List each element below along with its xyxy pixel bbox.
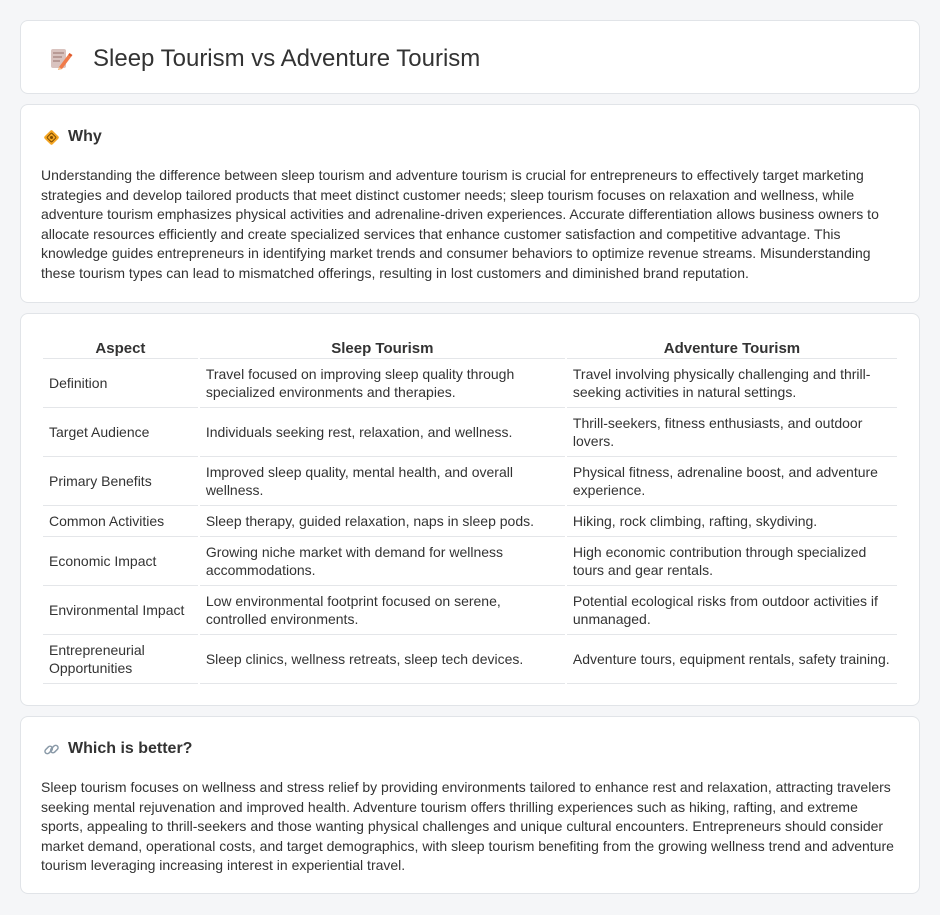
title-row (47, 45, 480, 73)
sleep-cell: Sleep therapy, guided relaxation, naps in sleep pods. (200, 506, 565, 537)
aspect-cell: Definition (43, 359, 198, 408)
sleep-cell: Growing niche market with demand for wellness accommodations. (200, 537, 565, 586)
better-title: Which is better? (68, 740, 193, 757)
document-pencil-icon (47, 46, 73, 72)
aspect-cell: Economic Impact (43, 537, 198, 586)
link-icon (43, 741, 60, 758)
adventure-cell: Hiking, rock climbing, rafting, skydiving. (567, 506, 897, 537)
aspect-cell: Common Activities (43, 506, 198, 537)
which-is-better-section (20, 716, 920, 894)
why-title: Why (68, 128, 102, 145)
table-row (43, 537, 897, 586)
better-body: Sleep tourism focuses on wellness and stress relief by providing environments tailored to enhance rest and relaxation, attracting travelers seeking mental rejuvenation and improved health. Adventure tourism offers thrilling experiences such as hiking, rafting, and extreme sports, appealing to thrill-seekers and those wanting physical challenges and unique cultural encounters. Entrepreneurs should consider market demand, operational costs, and target demographics, with sleep tourism benefiting from the growing wellness trend and adventure tourism leveraging increasing interest in experiential travel. (41, 779, 894, 873)
header-sleep-tourism: Sleep Tourism (200, 334, 565, 359)
why-header (43, 128, 102, 146)
sleep-cell: Sleep clinics, wellness retreats, sleep tech devices. (200, 635, 565, 684)
header-aspect: Aspect (43, 334, 198, 359)
sleep-cell: Improved sleep quality, mental health, and overall wellness. (200, 457, 565, 506)
aspect-cell: Primary Benefits (43, 457, 198, 506)
sleep-cell: Individuals seeking rest, relaxation, and wellness. (200, 408, 565, 457)
adventure-cell: Thrill-seekers, fitness enthusiasts, and outdoor lovers. (567, 408, 897, 457)
comparison-section (20, 313, 920, 706)
aspect-cell: Target Audience (43, 408, 198, 457)
title-card (20, 20, 920, 94)
table-row (43, 457, 897, 506)
table-row (43, 635, 897, 684)
table-row (43, 359, 897, 408)
comparison-table (41, 334, 899, 684)
adventure-cell: High economic contribution through specialized tours and gear rentals. (567, 537, 897, 586)
table-row (43, 586, 897, 635)
header-adventure-tourism: Adventure Tourism (567, 334, 897, 359)
why-section (20, 104, 920, 303)
adventure-cell: Adventure tours, equipment rentals, safety training. (567, 635, 897, 684)
table-row (43, 506, 897, 537)
sleep-cell: Travel focused on improving sleep quality through specialized environments and therapies. (200, 359, 565, 408)
better-header (43, 740, 192, 758)
diamond-sign-icon (43, 129, 60, 146)
adventure-cell: Travel involving physically challenging and thrill-seeking activities in natural settings. (567, 359, 897, 408)
aspect-cell: Environmental Impact (43, 586, 198, 635)
aspect-cell: Entrepreneurial Opportunities (43, 635, 198, 684)
table-header-row (43, 334, 897, 359)
adventure-cell: Potential ecological risks from outdoor activities if unmanaged. (567, 586, 897, 635)
why-body: Understanding the difference between sleep tourism and adventure tourism is crucial for entrepreneurs to effectively target marketing strategies and develop tailored products that meet distinct customer needs; sleep tourism focuses on relaxation and wellness, while adventure tourism emphasizes physical activities and adrenaline-driven experiences. Accurate differentiation allows business owners to allocate resources efficiently and create specialized services that enhance customer satisfaction and competitive advantage. This knowledge guides entrepreneurs in identifying market trends and consumer behaviors to optimize revenue streams. Misunderstanding these tourism types can lead to mismatched offerings, resulting in lost customers and diminished brand reputation. (41, 167, 879, 281)
table-row (43, 408, 897, 457)
sleep-cell: Low environmental footprint focused on serene, controlled environments. (200, 586, 565, 635)
adventure-cell: Physical fitness, adrenaline boost, and adventure experience. (567, 457, 897, 506)
page-title: Sleep Tourism vs Adventure Tourism (93, 45, 481, 72)
